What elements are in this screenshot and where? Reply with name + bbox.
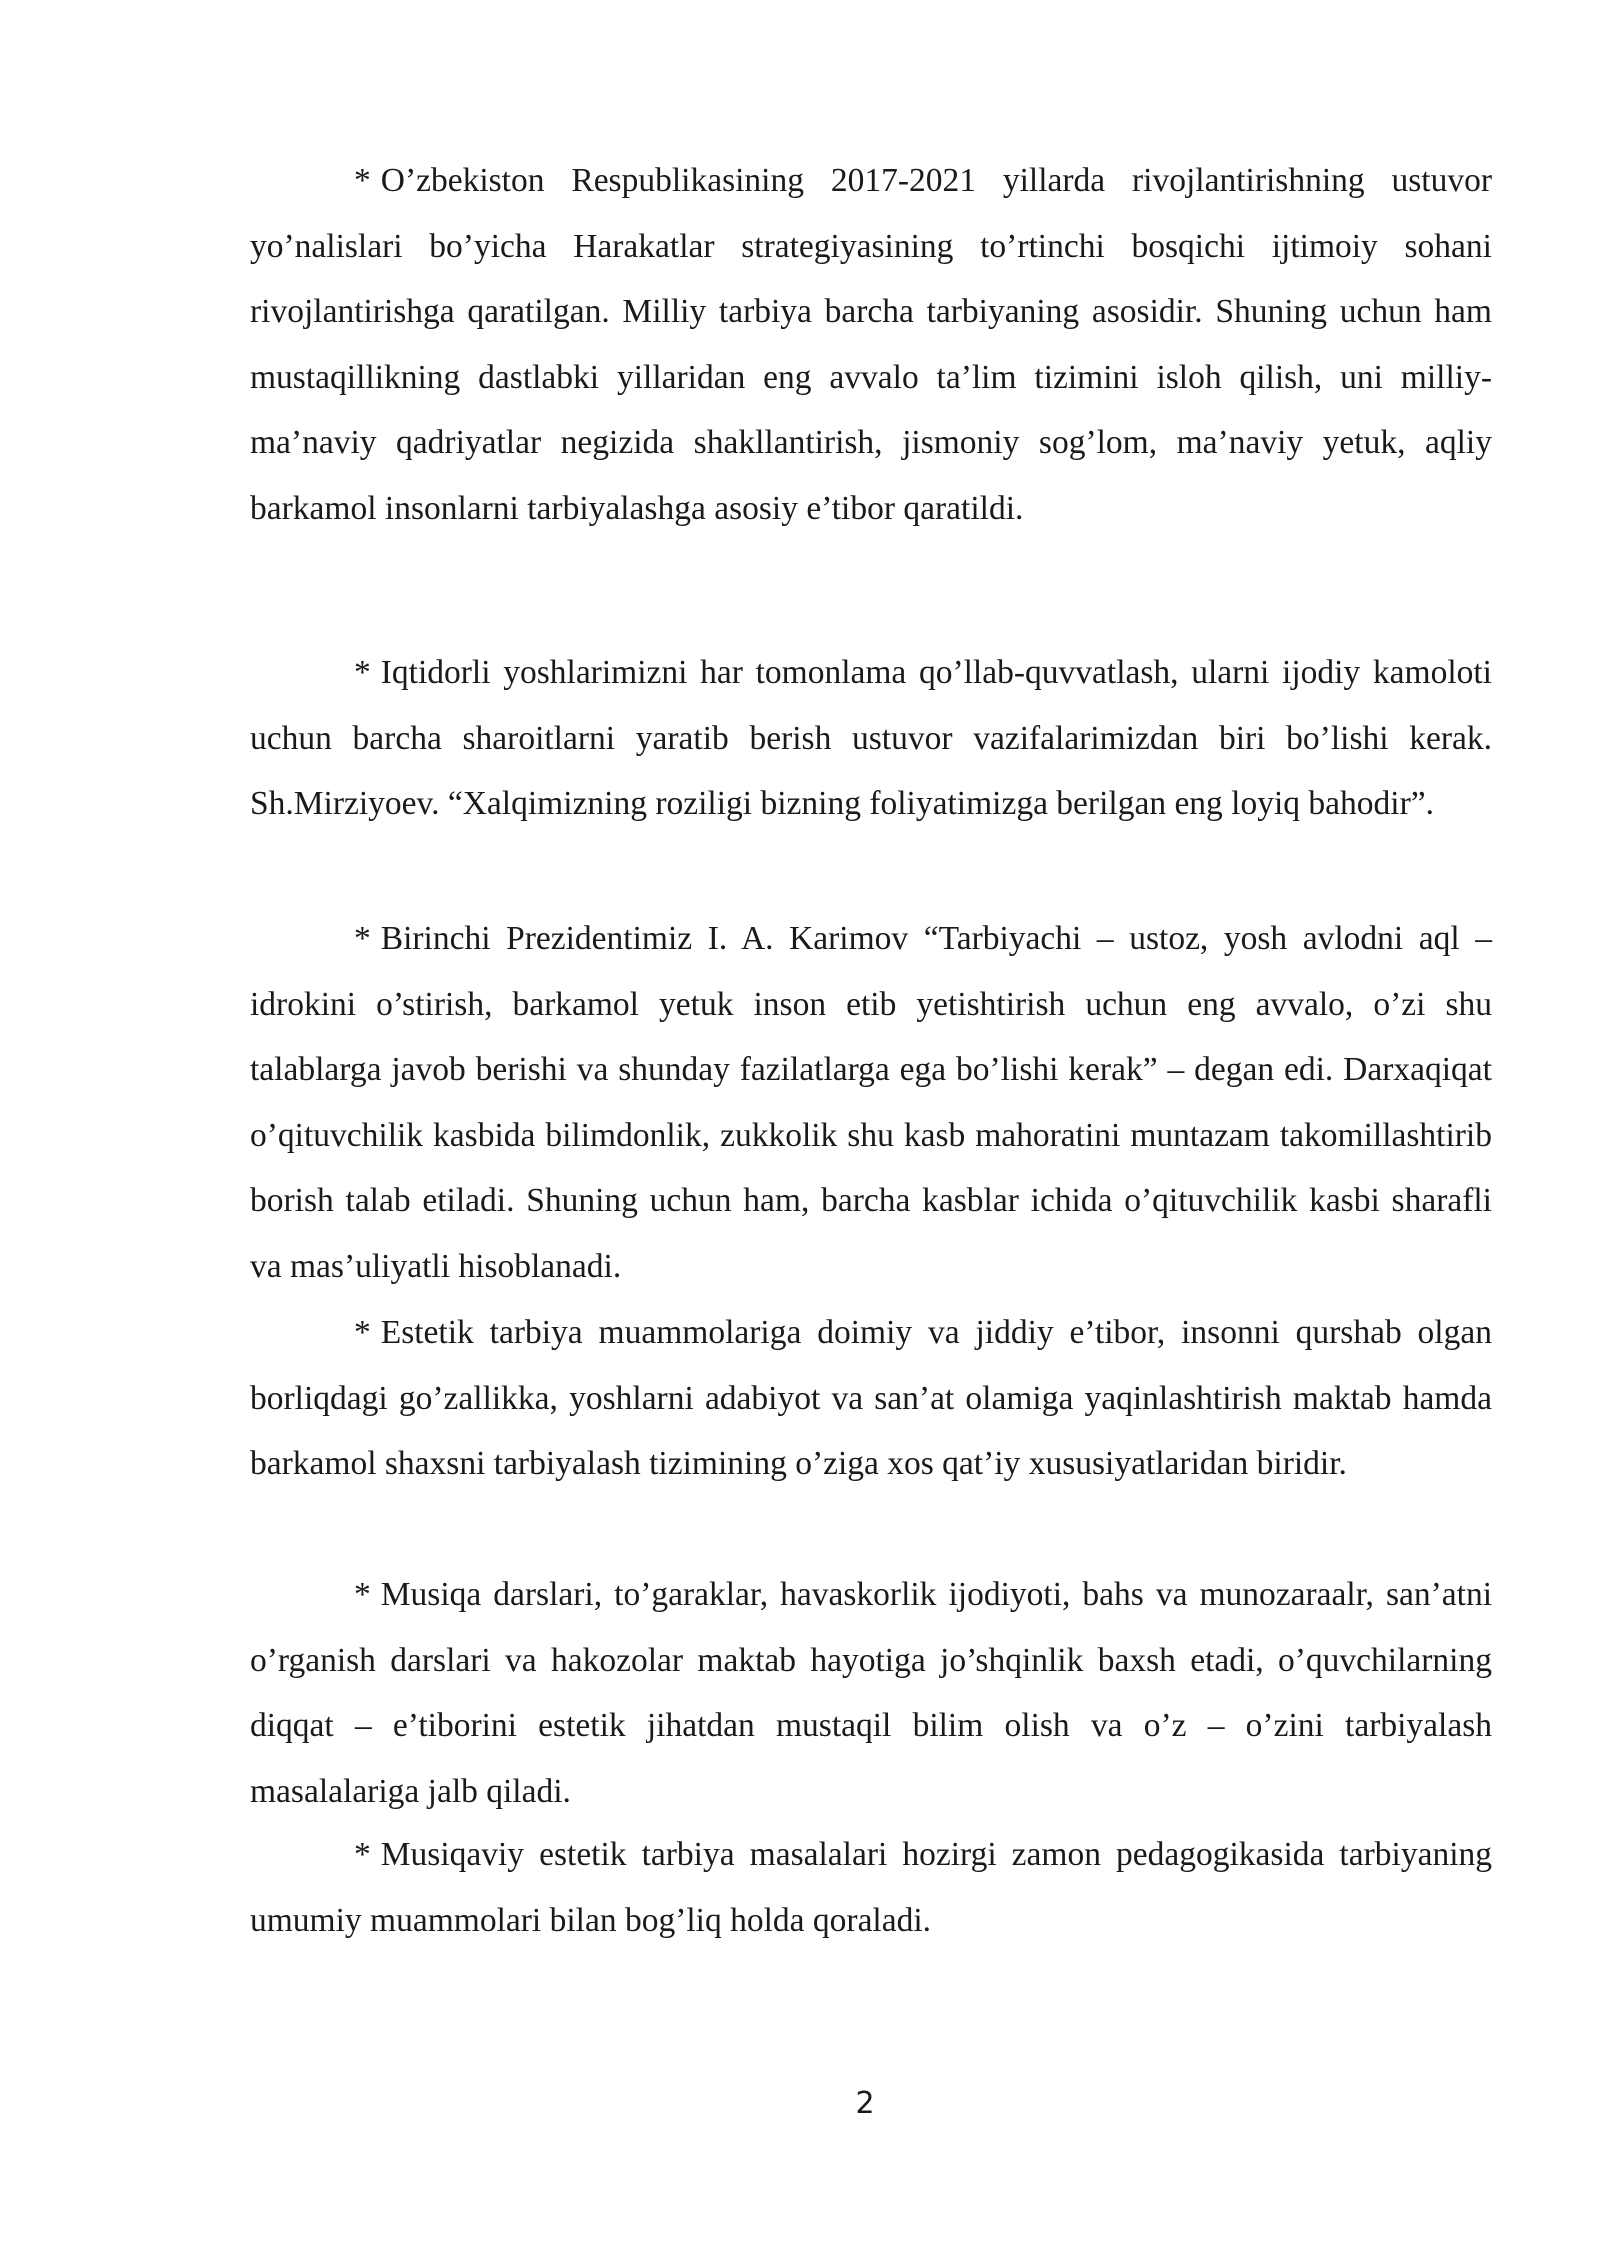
paragraph-text: O’zbekiston Respublikasining 2017-2021 yillarda rivojlantirishning ustuvor yo’nalislari bo’yicha Harakatlar strategiyasining to’rtinchi bosqichi ijtimoiy sohani rivojlantirishga qaratilgan. Milliy tarbiya barcha tarbiyaning asosidir. Shuning uchun ham mustaqillikning dastlabki yillaridan eng avvalo ta’lim tizimini isloh qilish, uni milliy-ma’naviy qadriyatlar negizida shakllantirish, jismoniy sog’lom, ma’naviy yetuk, aqliy barkamol insonlarni tarbiyalashga asosiy e’tibor qaratildi. (250, 162, 1492, 527)
paragraph-6 (250, 1822, 1492, 1953)
page-number: 2 (855, 2086, 875, 2121)
bullet-star: * (354, 1576, 371, 1613)
bullet-star: * (354, 1314, 371, 1351)
bullet-star: * (354, 1836, 371, 1873)
paragraph-4 (250, 1300, 1492, 1497)
paragraph-text: Iqtidorli yoshlarimizni har tomonlama qo’llab-quvvatlash, ularni ijodiy kamoloti uchun barcha sharoitlarni yaratib berish ustuvor vazifalarimizdan biri bo’lishi kerak. Sh.Mirziyoev. “Xalqimizning roziligi bizning foliyatimizga berilgan eng loyiq bahodir”. (250, 654, 1492, 822)
paragraph-text: Estetik tarbiya muammolariga doimiy va jiddiy e’tibor, insonni qurshab olgan borliqdagi go’zallikka, yoshlarni adabiyot va san’at olamiga yaqinlashtirish maktab hamda barkamol shaxsni tarbiyalash tizimining o’ziga xos qat’iy xususiyatlaridan biridir. (250, 1314, 1492, 1482)
bullet-star: * (354, 920, 371, 957)
paragraph-5 (250, 1562, 1492, 1824)
paragraph-text: Musiqaviy estetik tarbiya masalalari hozirgi zamon pedagogikasida tarbiyaning umumiy muammolari bilan bog’liq holda qoraladi. (250, 1836, 1492, 1939)
paragraph-2 (250, 640, 1492, 837)
paragraph-3 (250, 906, 1492, 1299)
paragraph-text: Musiqa darslari, to’garaklar, havaskorlik ijodiyoti, bahs va munozaraalr, san’atni o’rganish darslari va hakozolar maktab hayotiga jo’shqinlik baxsh etadi, o’quvchilarning diqqat – e’tiborini estetik jihatdan mustaqil bilim olish va o’z – o’zini tarbiyalash masalalariga jalb qiladi. (250, 1576, 1492, 1810)
bullet-star: * (354, 162, 371, 199)
paragraph-1 (250, 148, 1492, 541)
bullet-star: * (354, 654, 371, 691)
paragraph-text: Birinchi Prezidentimiz I. A. Karimov “Tarbiyachi – ustoz, yosh avlodni aql – idrokini o’stirish, barkamol yetuk inson etib yetishtirish uchun eng avvalo, o’zi shu talablarga javob berishi va shunday fazilatlarga ega bo’lishi kerak” – degan edi. Darxaqiqat o’qituvchilik kasbida bilimdonlik, zukkolik shu kasb mahoratini muntazam takomillashtirib borish talab etiladi. Shuning uchun ham, barcha kasblar ichida o’qituvchilik kasbi sharafli va mas’uliyatli hisoblanadi. (250, 920, 1492, 1285)
